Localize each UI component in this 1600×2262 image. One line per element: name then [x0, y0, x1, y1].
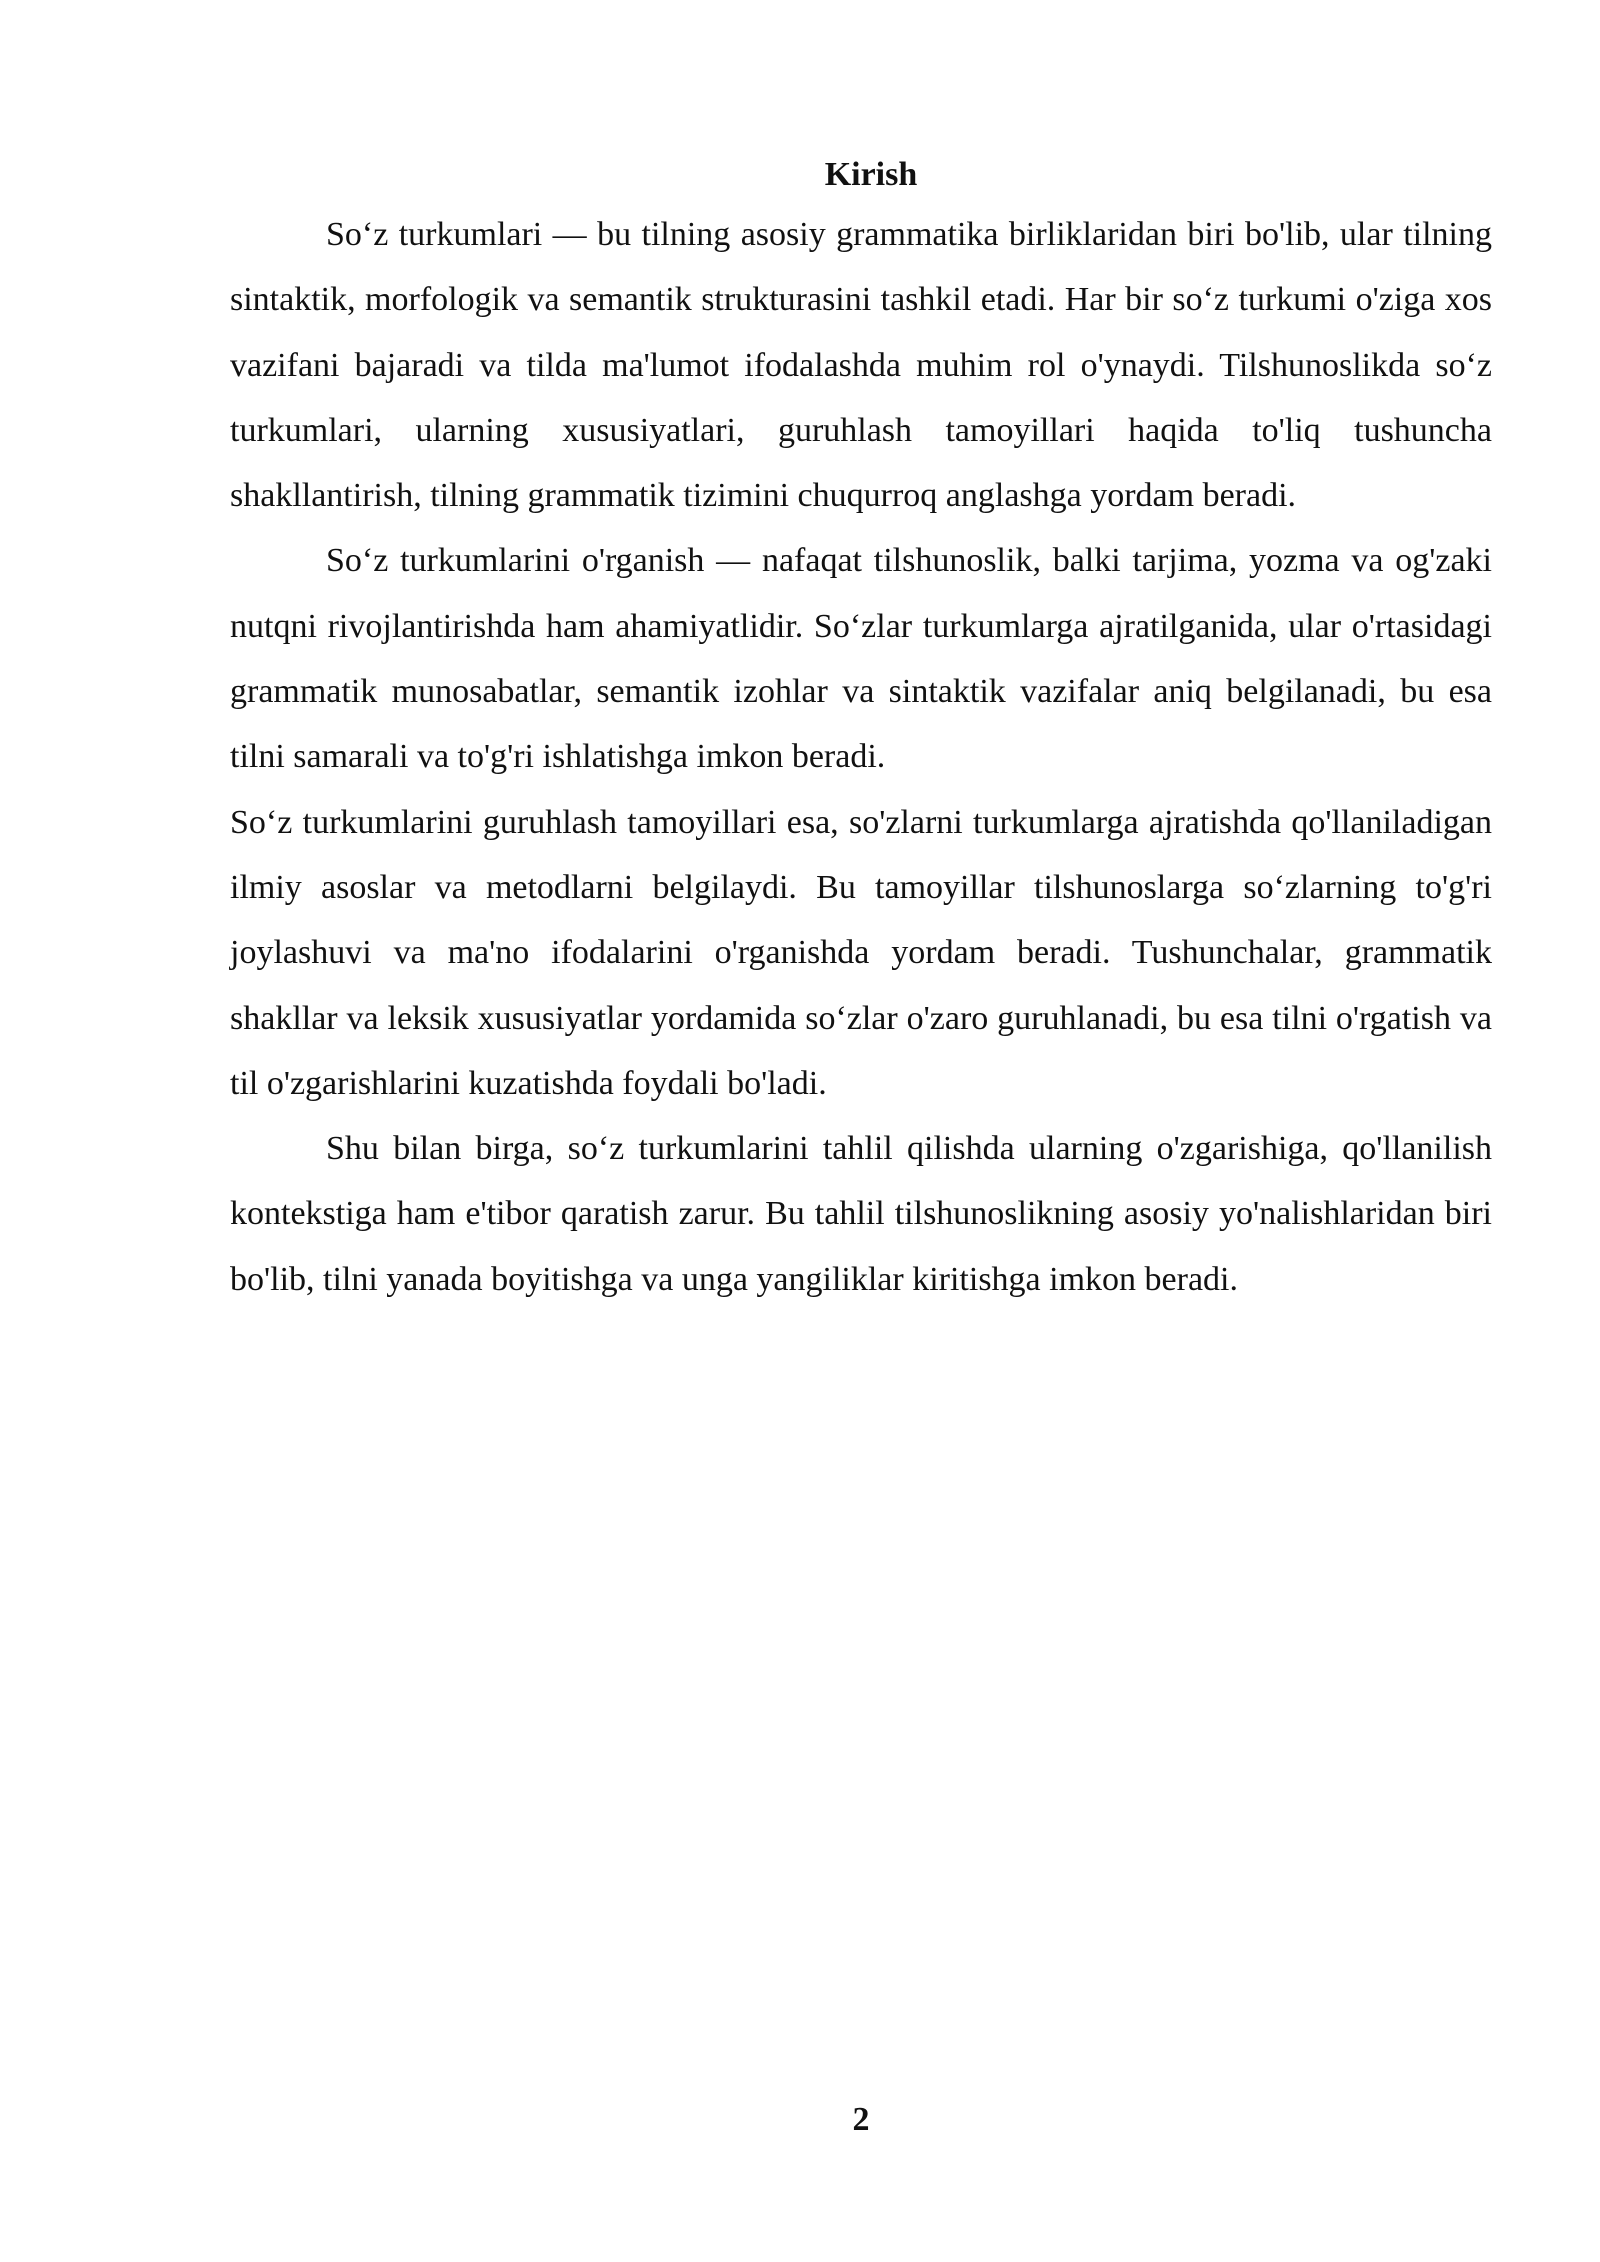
- paragraph-1: So‘z turkumlari — bu tilning asosiy grammatika birliklaridan biri bo'lib, ular tilning sintaktik, morfologik va semantik strukturasini tashkil etadi. Har bir so‘z turkumi o'ziga xos vazifani bajaradi va tilda ma'lumot ifodalashda muhim rol o'ynaydi. Tilshunoslikda so‘z turkumlari, ularning xususiyatlari, guruhlash tamoyillari haqida to'liq tushuncha shakllantirish, tilning grammatik tizimini chuqurroq anglashga yordam beradi.: [230, 216, 1492, 515]
- paragraph-4: Shu bilan birga, so‘z turkumlarini tahlil qilishda ularning o'zgarishiga, qo'llanilish kontekstiga ham e'tibor qaratish zarur. Bu tahlil tilshunoslikning asosiy yo'nalishlaridan biri bo'lib, tilni yanada boyitishga va unga yangiliklar kiritishga imkon beradi.: [230, 1130, 1492, 1298]
- page-content: [230, 148, 1492, 1312]
- page-number: 2: [852, 2101, 870, 2138]
- page-title: Kirish: [824, 156, 918, 193]
- paragraph-2: So‘z turkumlarini o'rganish — nafaqat tilshunoslik, balki tarjima, yozma va og'zaki nutqni rivojlantirishda ham ahamiyatlidir. So‘zlar turkumlarga ajratilganida, ular o'rtasidagi grammatik munosabatlar, semantik izohlar va sintaktik vazifalar aniq belgilanadi, bu esa tilni samarali va to'g'ri ishlatishga imkon beradi.: [230, 542, 1492, 776]
- paragraph-3: So‘z turkumlarini guruhlash tamoyillari esa, so'zlarni turkumlarga ajratishda qo'llaniladigan ilmiy asoslar va metodlarni belgilaydi. Bu tamoyillar tilshunoslarga so‘zlarning to'g'ri joylashuvi va ma'no ifodalarini o'rganishda yordam beradi. Tushunchalar, grammatik shakllar va leksik xususiyatlar yordamida so‘zlar o'zaro guruhlanadi, bu esa tilni o'rgatish va til o'zgarishlarini kuzatishda foydali bo'ladi.: [230, 803, 1492, 1102]
